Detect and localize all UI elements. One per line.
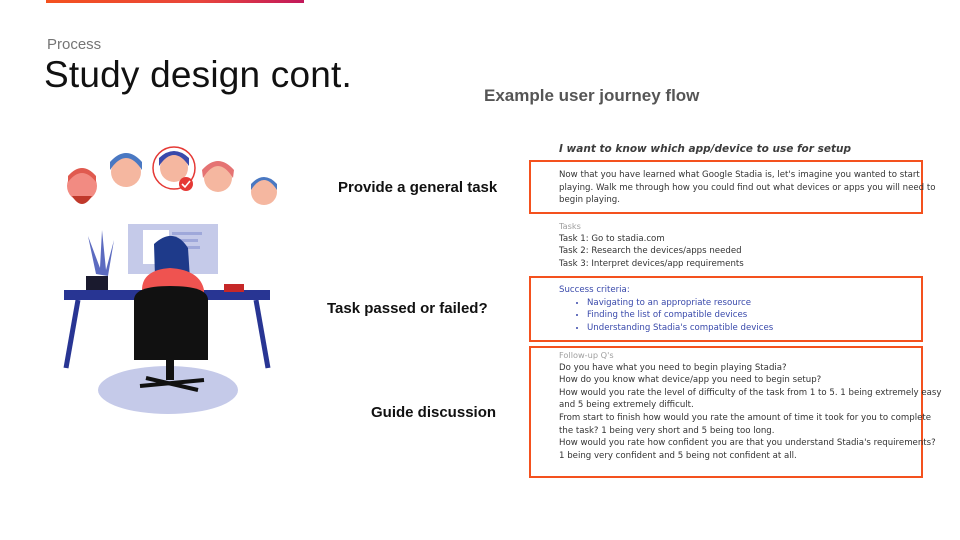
step-label-pass-fail: Task passed or failed? (327, 300, 488, 317)
follow-up-line: the task? 1 being very short and 5 being too long. (559, 425, 775, 436)
follow-up-line: From start to finish how would you rate the amount of time it took for you to complete (559, 412, 932, 423)
follow-up-label: Follow-up Q's (559, 350, 614, 360)
follow-up-line: How would you rate how confident you are that you understand Stadia's requirements? (559, 438, 936, 449)
user-avatar-icon (153, 147, 195, 191)
follow-up-line: 1 being very confident and 5 being not confident at all. (559, 450, 797, 461)
check-badge-icon (179, 177, 193, 191)
prompt-line: begin playing. (559, 195, 620, 206)
user-avatar-icon (67, 168, 97, 204)
success-label: Success criteria: (559, 285, 630, 295)
user-avatar-icon (251, 177, 277, 205)
follow-up-line: Do you have what you need to begin playing Stadia? (559, 362, 787, 373)
step-label-general-task: Provide a general task (338, 179, 498, 196)
success-item: • Navigating to an appropriate resource (587, 297, 773, 310)
follow-up-line: How do you know what device/app you need to begin setup? (559, 375, 822, 386)
success-item: • Understanding Stadia's compatible devices (587, 322, 773, 335)
follow-up-line: How would you rate the level of difficulty of the task from 1 to 5. 1 being extremely easy (559, 387, 942, 398)
tasks-section (559, 220, 744, 270)
task-item: Task 3: Interpret devices/app requirements (559, 258, 744, 269)
user-avatar-icon (202, 161, 234, 192)
prompt-line: playing. Walk me through how you could find out what devices or apps you will need to (559, 182, 936, 193)
success-item: • Finding the list of compatible devices (587, 309, 773, 322)
step-label-guide-discussion: Guide discussion (371, 404, 497, 421)
tasks-label: Tasks (559, 221, 581, 231)
slide-subheading: Example user journey flow (484, 86, 700, 105)
slide-title: Study design cont. (44, 54, 353, 95)
success-criteria (559, 284, 773, 334)
prompt-line: Now that you have learned what Google Stadia is, let's imagine you wanted to start (559, 170, 920, 180)
follow-up-line: and 5 being extremely difficult. (559, 400, 694, 411)
doc-heading: I want to know which app/device to use for setup (559, 143, 851, 155)
accent-bar (46, 0, 304, 3)
person-at-desk-illustration (58, 140, 288, 420)
user-avatar-icon (110, 153, 142, 187)
task-item: Task 1: Go to stadia.com (559, 233, 665, 244)
section-eyebrow: Process (47, 36, 102, 53)
plant-icon (86, 230, 114, 298)
task-item: Task 2: Research the devices/apps needed (559, 246, 742, 257)
follow-up-questions (559, 349, 941, 462)
task-prompt (559, 169, 935, 207)
